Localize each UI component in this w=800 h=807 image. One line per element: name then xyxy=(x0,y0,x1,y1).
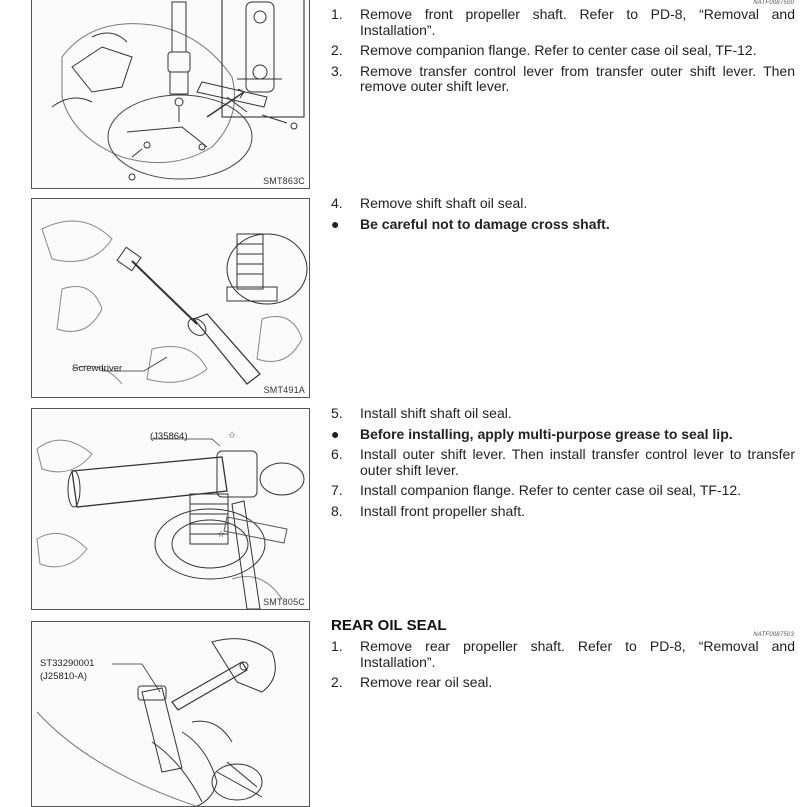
tool-number-label-alt: (J25810-A) xyxy=(40,671,87,682)
step-item xyxy=(331,675,795,691)
step-text: Remove shift shaft oil seal. xyxy=(360,195,528,211)
bullet-icon: ● xyxy=(331,425,340,442)
tool-number-label: ST33290001 xyxy=(40,658,95,669)
step-text: Install front propeller shaft. xyxy=(360,502,525,519)
screwdriver-label: Screwdriver xyxy=(72,363,123,374)
step-item xyxy=(331,406,795,422)
section-title: REAR OIL SEAL xyxy=(331,617,447,634)
step-text: Remove rear oil seal. xyxy=(360,674,493,690)
svg-text:☆: ☆ xyxy=(228,431,237,441)
steps-block-3 xyxy=(331,406,795,524)
step-number: 6. xyxy=(331,446,343,462)
caution-note xyxy=(331,217,795,233)
figure-drawing-seal-puller xyxy=(32,622,310,807)
caution-note xyxy=(331,427,795,443)
step-item xyxy=(331,196,795,212)
reference-code: NATF0087503 xyxy=(753,632,794,638)
step-number: 2. xyxy=(331,42,343,58)
step-text: Remove transfer control lever from transfer outer shift lever. Then remove outer shift lever. xyxy=(360,62,795,94)
step-item xyxy=(331,447,795,478)
step-item xyxy=(331,639,795,670)
caution-text: Be careful not to damage cross shaft. xyxy=(360,215,610,232)
step-number: 1. xyxy=(331,6,343,22)
step-text: Install companion flange. Refer to center case oil seal, TF-12. xyxy=(360,482,742,498)
figure-code: SMT805C xyxy=(263,597,305,607)
steps-block-2 xyxy=(331,196,795,237)
step-item xyxy=(331,43,795,59)
figure-rear-oil-seal xyxy=(31,621,310,807)
figure-drawing-shift-lever xyxy=(32,0,310,189)
step-number: 4. xyxy=(331,195,343,211)
figure-code: SMT863C xyxy=(263,176,305,186)
step-item xyxy=(331,7,795,38)
figure-code: SMT491A xyxy=(263,385,305,395)
step-text: Remove companion flange. Refer to center case oil seal, TF-12. xyxy=(360,42,757,58)
figure-smt491a xyxy=(31,198,310,398)
caution-text: Before installing, apply multi-purpose grease to seal lip. xyxy=(360,425,733,442)
step-item xyxy=(331,483,795,499)
step-number: 5. xyxy=(331,405,343,421)
step-number: 3. xyxy=(331,62,343,79)
svg-text:☆: ☆ xyxy=(217,530,226,540)
steps-block-1 xyxy=(331,7,795,100)
reference-code: NATF0087500 xyxy=(753,0,794,6)
step-text: Remove rear propeller shaft. Refer to PD-8, “Removal and Installation”. xyxy=(360,638,795,670)
step-number: 1. xyxy=(331,638,343,654)
step-number: 2. xyxy=(331,674,343,690)
figure-smt805c xyxy=(31,408,310,610)
tool-number-label: (J35864) xyxy=(150,431,188,442)
step-text: Install outer shift lever. Then install transfer control lever to transfer outer shift lever. xyxy=(360,446,795,478)
step-item xyxy=(331,64,795,95)
step-item xyxy=(331,504,795,520)
figure-smt863c xyxy=(31,0,310,189)
step-number: 7. xyxy=(331,482,343,498)
steps-block-4 xyxy=(331,639,795,696)
step-text: Remove front propeller shaft. Refer to PD-8, “Removal and Installation”. xyxy=(360,6,795,38)
step-text: Install shift shaft oil seal. xyxy=(360,405,512,421)
step-number: 8. xyxy=(331,502,343,519)
bullet-icon: ● xyxy=(331,215,340,232)
